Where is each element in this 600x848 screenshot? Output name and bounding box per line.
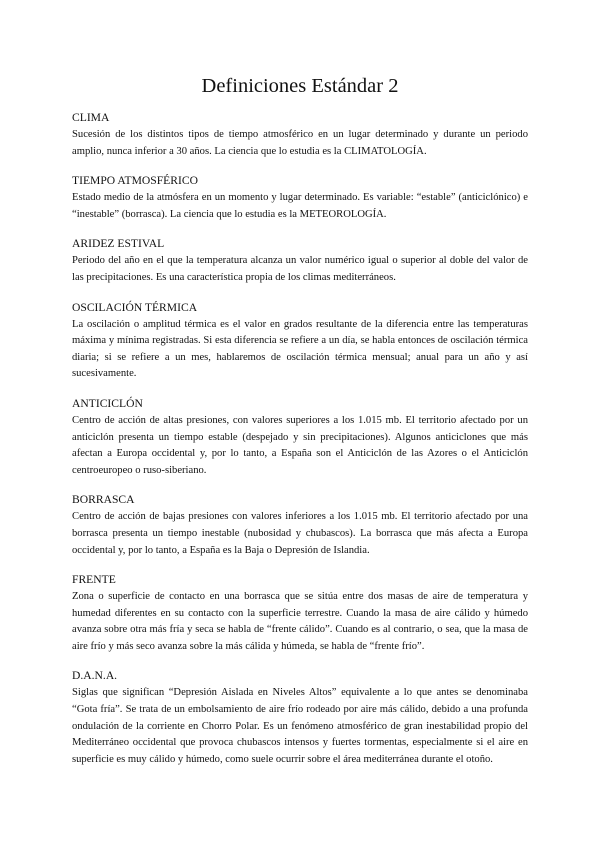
page-title: Definiciones Estándar 2 bbox=[201, 75, 399, 97]
section-text: Periodo del año en el que la temperatura alcanza un valor numérico igual o superior al doble del valor de las precipitaciones. Es una característica propia de los climas mediterráneos. bbox=[72, 255, 528, 283]
section-heading: TIEMPO ATMOSFÉRICO bbox=[72, 174, 198, 188]
section-heading: OSCILACIÓN TÉRMICA bbox=[72, 300, 198, 314]
section-clima bbox=[72, 110, 528, 160]
section-heading: CLIMA bbox=[72, 111, 110, 124]
section-text: La oscilación o amplitud térmica es el valor en grados resultante de la diferencia entre las temperaturas máxima y mínima registradas. Si esta diferencia se refiere a un día, se habla entonces de oscilación térmica diaria; si se refiere a un mes, hablaremos de oscilación térmica mensual; anual para un año y así sucesivamente. bbox=[72, 318, 528, 380]
section-heading: ANTICICLÓN bbox=[72, 396, 143, 410]
section-aridez-estival bbox=[72, 236, 528, 286]
section-text: Estado medio de la atmósfera en un momento y lugar determinado. Es variable: “estable” (anticiclónico) e “inestable” (borrasca). La ciencia que lo estudia es la METEOROLOGÍA. bbox=[72, 192, 528, 220]
section-text: Zona o superficie de contacto en una borrasca que se sitúa entre dos masas de aire de temperatura y humedad diferentes en su contacto con la superficie terrestre. Cuando la masa de aire cálido y húmedo avanza sobre otra más fría y seca se habla de “frente cálido”. Cuando es al contrario, o sea, que la masa de aire frío y más seco avanza sobre la más cálida y húmeda, se habla de “frente frío”. bbox=[72, 591, 528, 652]
section-heading: BORRASCA bbox=[72, 493, 135, 507]
section-text: Centro de acción de bajas presiones con valores inferiores a los 1.015 mb. El territorio afectado por una borrasca presenta un tiempo inestable (nubosidad y chubascos). La borrasca que más afecta a Europa occidental y, por lo tanto, a España es la Baja o Depresión de Islandia. bbox=[72, 511, 528, 556]
section-oscilacion-termica bbox=[72, 300, 528, 383]
section-heading: ARIDEZ ESTIVAL bbox=[72, 237, 165, 251]
section-text: Centro de acción de altas presiones, con valores superiores a los 1.015 mb. El territorio afectado por un anticiclón presenta un tiempo estable (despejado y sin precipitaciones). Algunos anticiclones que más afectan a Europa occidental y, por lo tanto, a España son el Anticiclón de las Azores o el Anticiclón centroeuropeo o ruso-siberiano. bbox=[72, 414, 528, 476]
section-borrasca bbox=[72, 492, 528, 559]
section-heading: FRENTE bbox=[72, 573, 116, 587]
section-tiempo-atmosferico bbox=[72, 173, 528, 223]
document-body bbox=[72, 110, 528, 781]
section-heading: D.A.N.A. bbox=[72, 669, 118, 683]
section-frente bbox=[72, 572, 528, 655]
section-text: Sucesión de los distintos tipos de tiempo atmosférico en un lugar determinado y durante un periodo amplio, nunca inferior a 30 años. La ciencia que lo estudia es la CLIMATOLOGÍA. bbox=[72, 129, 528, 157]
section-dana bbox=[72, 668, 528, 768]
section-text: Siglas que significan “Depresión Aislada en Niveles Altos” equivalente a lo que antes se denominaba “Gota fría”. Se trata de un embolsamiento de aire frío rodeado por aire más cálido, debido a una profunda ondulación de la corriente en Chorro Polar. Es un fenómeno atmosférico de gran inestabilidad propio del Mediterráneo occidental que provoca chubascos intensos y fuertes tormentas, especialmente si el aire en superficie es muy cálido y húmedo, como suele ocurrir sobre el área mediterránea durante el otoño. bbox=[72, 687, 528, 765]
section-anticiclon bbox=[72, 396, 528, 479]
